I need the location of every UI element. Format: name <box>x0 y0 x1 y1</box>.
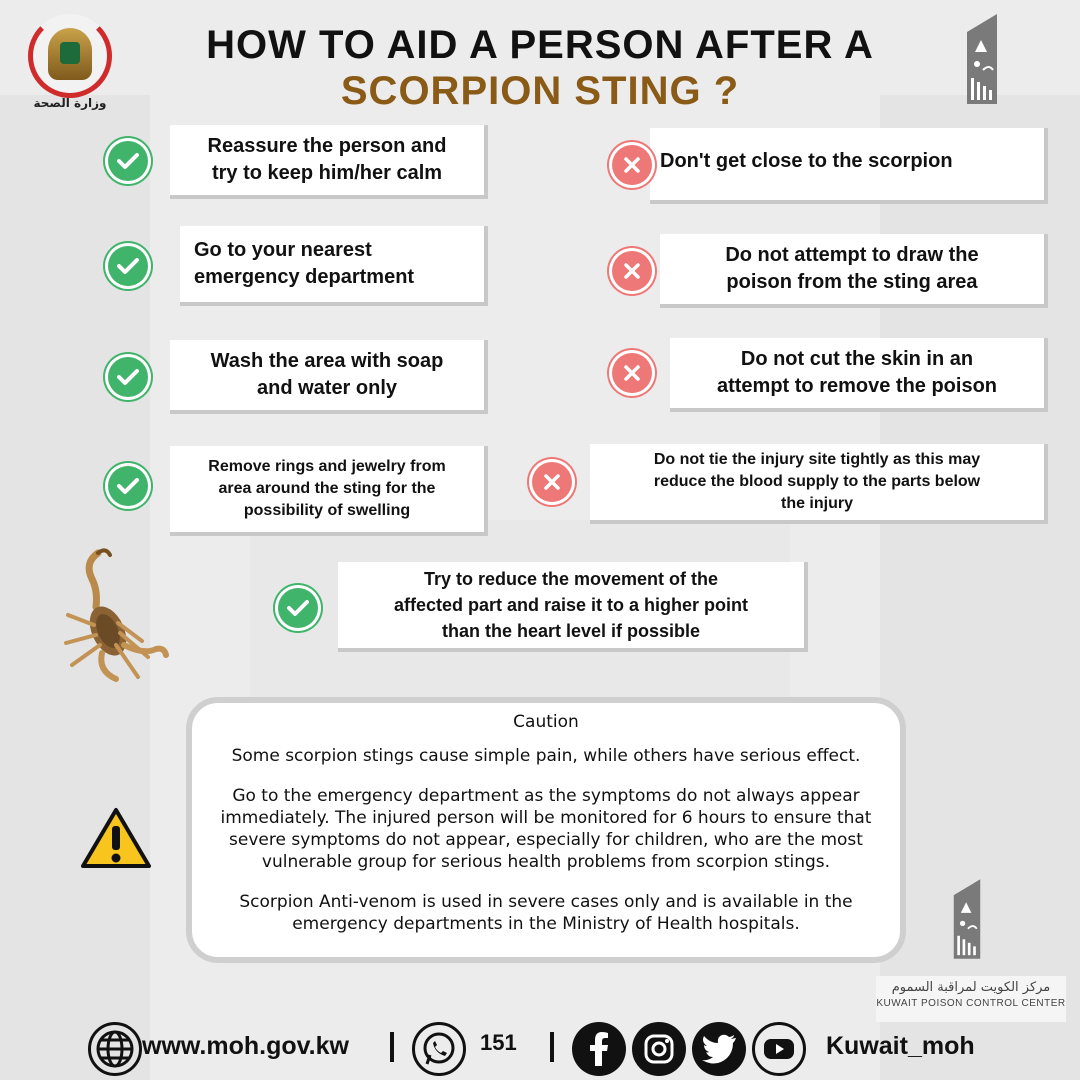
whatsapp-icon[interactable] <box>412 1022 466 1076</box>
page-title <box>150 22 930 114</box>
dont-card-draw-poison <box>660 234 1048 308</box>
do-card-text-line: affected part and raise it to a higher point <box>393 595 749 615</box>
do-card-remove-rings <box>170 446 488 536</box>
dont-card-text-line: Do not attempt to draw the <box>725 244 979 266</box>
instagram-icon[interactable] <box>632 1022 686 1076</box>
do-card-text-line: area around the sting for the <box>218 480 436 497</box>
cross-icon <box>612 145 652 185</box>
warning-triangle-icon <box>80 806 152 870</box>
caution-paragraph: Some scorpion stings cause simple pain, while others have serious effect. <box>231 746 861 766</box>
cross-icon <box>532 462 572 502</box>
poison-center-name-arabic: مركز الكويت لمراقبة السموم <box>891 980 1051 995</box>
do-card-wash <box>170 340 488 414</box>
social-handle[interactable]: Kuwait_moh <box>826 1032 975 1060</box>
do-card-text-line: Remove rings and jewelry from <box>208 458 446 475</box>
do-card-emergency <box>180 226 488 306</box>
dont-card-cut-skin <box>670 338 1048 412</box>
dont-card-text-line: reduce the blood supply to the parts below <box>653 473 981 490</box>
caution-title: Caution <box>513 712 579 732</box>
do-card-text-line: than the heart level if possible <box>441 621 701 641</box>
caution-box <box>186 697 906 963</box>
scorpion-illustration <box>58 545 170 685</box>
youtube-icon[interactable] <box>752 1022 806 1076</box>
title-line-2: SCORPION STING ? <box>340 69 740 113</box>
dont-card-tie-injury <box>590 444 1048 524</box>
do-card-text-line: Wash the area with soap <box>210 350 444 372</box>
check-icon <box>108 246 148 286</box>
cross-icon <box>612 353 652 393</box>
check-icon <box>108 466 148 506</box>
dont-card-text-line: attempt to remove the poison <box>716 375 998 397</box>
poison-center-label <box>876 976 1066 1022</box>
check-icon <box>278 588 318 628</box>
do-card-text-line: Reassure the person and <box>207 135 447 157</box>
ministry-name-arabic: وزارة الصحة <box>33 96 107 110</box>
dont-card-text-line: Do not tie the injury site tightly as this may <box>653 451 981 468</box>
website-link[interactable]: www.moh.gov.kw <box>142 1032 349 1060</box>
poison-center-emblem-icon <box>965 12 999 106</box>
caution-paragraph: Go to the emergency department as the symptoms do not always appear immediately. The injured person will be monitored for 6 hours to ensure that severe symptoms do not appear, especially for children, who are the most vulnerable group for serious health problems from scorpion stings. <box>220 786 872 872</box>
dont-card-text-line: the injury <box>780 495 853 512</box>
do-card-text-line: emergency department <box>194 266 415 288</box>
dont-card-text-line: Don't get close to the scorpion <box>660 150 953 172</box>
globe-icon <box>88 1022 142 1076</box>
title-line-1: HOW TO AID A PERSON AFTER A <box>206 23 874 67</box>
twitter-icon[interactable] <box>692 1022 746 1076</box>
logo-crest-icon <box>48 28 92 80</box>
dont-card-text-line: poison from the sting area <box>726 271 978 293</box>
do-card-reassure <box>170 125 488 199</box>
do-card-text-line: and water only <box>256 377 398 399</box>
footer-divider <box>550 1032 554 1062</box>
check-icon <box>108 357 148 397</box>
facebook-icon[interactable] <box>572 1022 626 1076</box>
cross-icon <box>612 251 652 291</box>
whatsapp-number[interactable]: 151 <box>480 1030 517 1055</box>
ministry-of-health-logo <box>20 10 120 110</box>
poison-center-emblem-icon <box>952 875 982 963</box>
footer-divider <box>390 1032 394 1062</box>
do-card-text-line: Go to your nearest <box>194 239 372 261</box>
do-card-text-line: possibility of swelling <box>243 502 411 519</box>
footer-bar <box>0 1018 1080 1080</box>
do-card-text-line: try to keep him/her calm <box>211 162 443 184</box>
dont-card-close-scorpion <box>650 128 1048 204</box>
caution-paragraph: Scorpion Anti-venom is used in severe cases only and is available in the emergency departments in the Ministry of Health hospitals. <box>239 892 853 934</box>
dont-card-text-line: Do not cut the skin in an <box>740 348 974 370</box>
do-card-text-line: Try to reduce the movement of the <box>423 569 719 589</box>
check-icon <box>108 141 148 181</box>
do-card-reduce-movement <box>338 562 808 652</box>
poison-center-name-english: KUWAIT POISON CONTROL CENTER <box>876 998 1066 1009</box>
